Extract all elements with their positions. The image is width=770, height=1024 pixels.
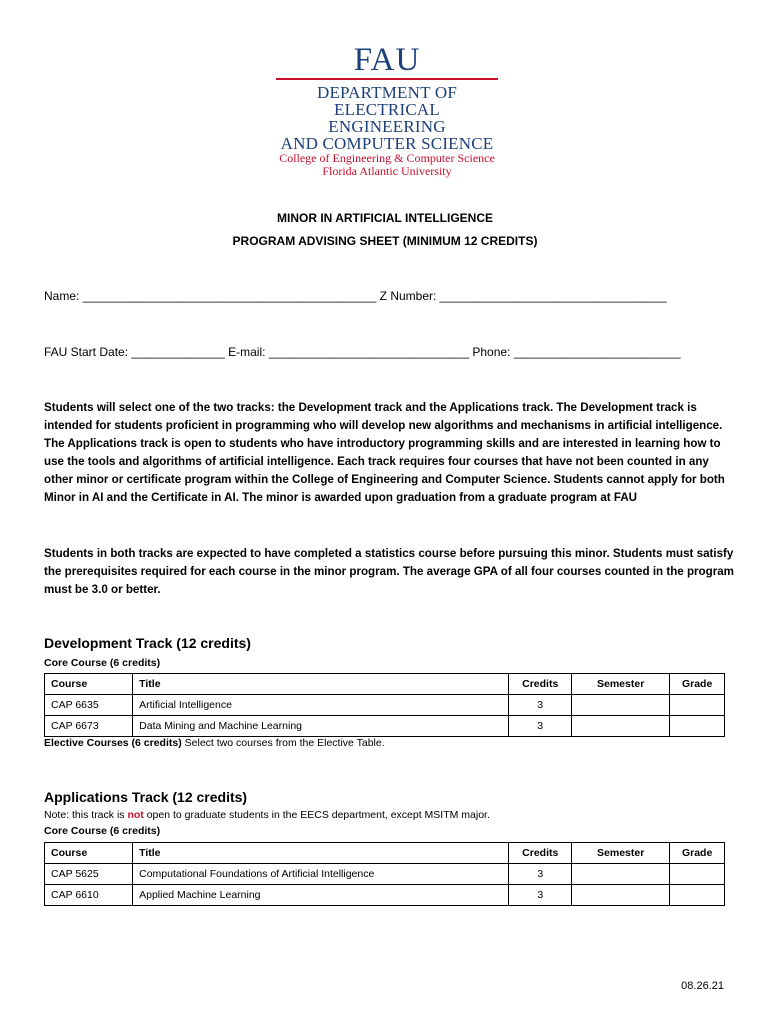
table-row [45, 716, 725, 737]
name-znumber-field-line[interactable]: Name: ____________________________________________ Z Number: __________________________________ [44, 289, 667, 303]
column-header-title: Title [133, 843, 509, 864]
table-row [45, 695, 725, 716]
note-emphasis: not [127, 809, 144, 821]
development-core-table [44, 673, 725, 737]
course-code-cell: CAP 6673 [45, 716, 133, 737]
development-core-label: Core Course (6 credits) [44, 657, 161, 669]
table-header-row [45, 843, 725, 864]
course-credits-cell: 3 [509, 885, 572, 906]
table-row [45, 885, 725, 906]
course-title-cell: Computational Foundations of Artificial Intelligence [133, 864, 509, 885]
department-line-1: DEPARTMENT OF [317, 83, 457, 102]
course-code-cell: CAP 5625 [45, 864, 133, 885]
prerequisites-paragraph: Students in both tracks are expected to have completed a statistics course before pursuing this minor. Students must satisfy the prerequisites required for each course in the minor program. The average GPA of all four courses counted in the program must be 3.0 or better. [44, 547, 734, 596]
logo-red-rule [276, 78, 498, 80]
column-header-credits: Credits [509, 843, 572, 864]
column-header-semester: Semester [572, 674, 670, 695]
college-line-1: College of Engineering & Computer Science [279, 151, 495, 165]
department-line-2: ELECTRICAL ENGINEERING [328, 100, 446, 136]
applications-core-label: Core Course (6 credits) [44, 825, 161, 837]
applications-core-table [44, 842, 725, 906]
course-semester-cell[interactable] [572, 885, 670, 906]
revision-date: 08.26.21 [681, 980, 724, 992]
page-title-line-2: PROGRAM ADVISING SHEET (MINIMUM 12 CREDITS) [232, 234, 538, 248]
page-title-line-1: MINOR IN ARTIFICIAL INTELLIGENCE [277, 211, 493, 225]
tracks-description-paragraph: Students will select one of the two tracks: the Development track and the Applications track. The Development track is intended for students proficient in programming who will develop new algorithms and mechanisms in artificial intelligence. The Applications track is open to students who have introductory programming skills and are interested in learning how to use the tools and algorithms of artificial intelligence. Each track requires four courses that have not been counted in any other minor or certificate program within the College of Engineering and Computer Science. Students cannot apply for both Minor in AI and the Certificate in AI. The minor is awarded upon graduation from a graduate program at FAU [44, 401, 725, 504]
column-header-grade: Grade [670, 674, 725, 695]
course-semester-cell[interactable] [572, 716, 670, 737]
applications-track-note [44, 809, 490, 821]
course-code-cell: CAP 6610 [45, 885, 133, 906]
applications-track-heading: Applications Track (12 credits) [44, 789, 248, 805]
course-credits-cell: 3 [509, 716, 572, 737]
note-prefix: Note: this track is [44, 809, 128, 821]
course-title-cell: Data Mining and Machine Learning [133, 716, 509, 737]
column-header-course: Course [45, 674, 133, 695]
elective-label: Elective Courses (6 credits) [44, 737, 182, 749]
course-semester-cell[interactable] [572, 864, 670, 885]
department-line-3: AND COMPUTER SCIENCE [280, 134, 494, 153]
table-header-row [45, 674, 725, 695]
course-credits-cell: 3 [509, 864, 572, 885]
course-credits-cell: 3 [509, 695, 572, 716]
start-email-phone-field-line[interactable]: FAU Start Date: ______________ E-mail: ______________________________ Phone: _________________________ [44, 345, 681, 359]
column-header-grade: Grade [670, 843, 725, 864]
column-header-title: Title [133, 674, 509, 695]
course-code-cell: CAP 6635 [45, 695, 133, 716]
development-elective-note [44, 737, 385, 749]
column-header-credits: Credits [509, 674, 572, 695]
course-semester-cell[interactable] [572, 695, 670, 716]
note-suffix: open to graduate students in the EECS department, except MSITM major. [143, 809, 490, 821]
column-header-course: Course [45, 843, 133, 864]
column-header-semester: Semester [572, 843, 670, 864]
course-grade-cell[interactable] [670, 716, 725, 737]
course-grade-cell[interactable] [670, 864, 725, 885]
course-title-cell: Applied Machine Learning [133, 885, 509, 906]
course-grade-cell[interactable] [670, 885, 725, 906]
development-track-heading: Development Track (12 credits) [44, 635, 251, 651]
table-row [45, 864, 725, 885]
fau-department-logo [276, 44, 498, 178]
course-grade-cell[interactable] [670, 695, 725, 716]
college-line-2: Florida Atlantic University [322, 164, 452, 178]
course-title-cell: Artificial Intelligence [133, 695, 509, 716]
elective-instruction: Select two courses from the Elective Table. [181, 737, 385, 749]
fau-logo-text: FAU [353, 42, 421, 78]
